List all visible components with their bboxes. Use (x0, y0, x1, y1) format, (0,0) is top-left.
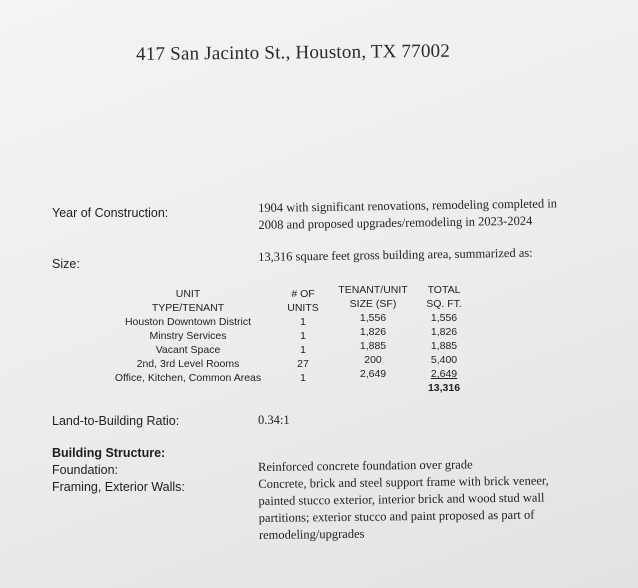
table-cell-type: Houston Downtown District (124, 316, 252, 328)
table-cell-units: 1 (300, 344, 306, 356)
header-num-of: # OF (291, 288, 315, 300)
size-label: Size: (52, 257, 80, 271)
framing-value-line2: painted stucco exterior, interior brick and wood stud wall (258, 490, 545, 508)
table-col-size (330, 283, 416, 381)
table-cell-total: 5,400 (430, 354, 458, 366)
ratio-value: 0.34:1 (258, 413, 290, 427)
table-cell-size: 1,556 (359, 312, 387, 324)
table-cell-type: Vacant Space (155, 344, 221, 356)
table-cell-type: Minstry Services (149, 330, 227, 342)
foundation-value: Reinforced concrete foundation over grade (258, 457, 473, 474)
year-label: Year of Construction: (52, 206, 169, 220)
table-cell-units: 1 (300, 316, 306, 328)
table-cell-total: 2,649 (430, 368, 458, 380)
header-sq-ft: SQ. FT. (426, 298, 462, 310)
table-cell-size: 2,649 (359, 368, 387, 380)
year-value (258, 195, 557, 234)
framing-value-line1: Concrete, brick and steel support frame with brick veneer, (258, 473, 549, 491)
table-cell-total: 1,826 (430, 326, 458, 338)
ratio-label: Land-to-Building Ratio: (52, 414, 180, 428)
structure-heading: Building Structure: (52, 446, 166, 460)
header-total: TOTAL (427, 284, 461, 296)
table-cell-type: 2nd, 3rd Level Rooms (136, 358, 240, 370)
header-type-tenant: TYPE/TENANT (151, 302, 225, 314)
year-value-line1: 1904 with significant renovations, remodeling completed in (258, 196, 558, 215)
table-cell-units: 27 (297, 358, 309, 370)
year-value-line2: 2008 and proposed upgrades/remodeling in 2023-2024 (258, 213, 533, 232)
table-cell-type: Office, Kitchen, Common Areas (114, 372, 262, 384)
framing-label: Framing, Exterior Walls: (52, 480, 185, 494)
table-grand-total: 13,316 (427, 382, 461, 394)
structure-values (258, 455, 549, 544)
table-col-type (100, 287, 276, 385)
table-cell-size: 200 (364, 354, 382, 366)
table-col-total (416, 283, 472, 395)
table-col-units (280, 287, 326, 385)
framing-value-line3: partitions; exterior stucco and paint proposed as part of (258, 507, 535, 525)
table-cell-units: 1 (300, 372, 306, 384)
table-cell-size: 1,826 (359, 326, 387, 338)
header-tenant-unit: TENANT/UNIT (338, 284, 408, 296)
size-value: 13,316 square feet gross building area, summarized as: (258, 245, 533, 264)
table-cell-size: 1,885 (359, 340, 387, 352)
table-cell-total: 1,556 (430, 312, 458, 324)
header-unit: UNIT (175, 288, 201, 300)
table-cell-total: 1,885 (430, 340, 458, 352)
foundation-label: Foundation: (52, 463, 119, 477)
header-units: UNITS (287, 302, 319, 314)
framing-value-line4: remodeling/upgrades (258, 526, 365, 542)
page-title: 417 San Jacinto St., Houston, TX 77002 (136, 40, 451, 65)
table-cell-units: 1 (300, 330, 306, 342)
header-size-sf: SIZE (SF) (349, 298, 397, 310)
